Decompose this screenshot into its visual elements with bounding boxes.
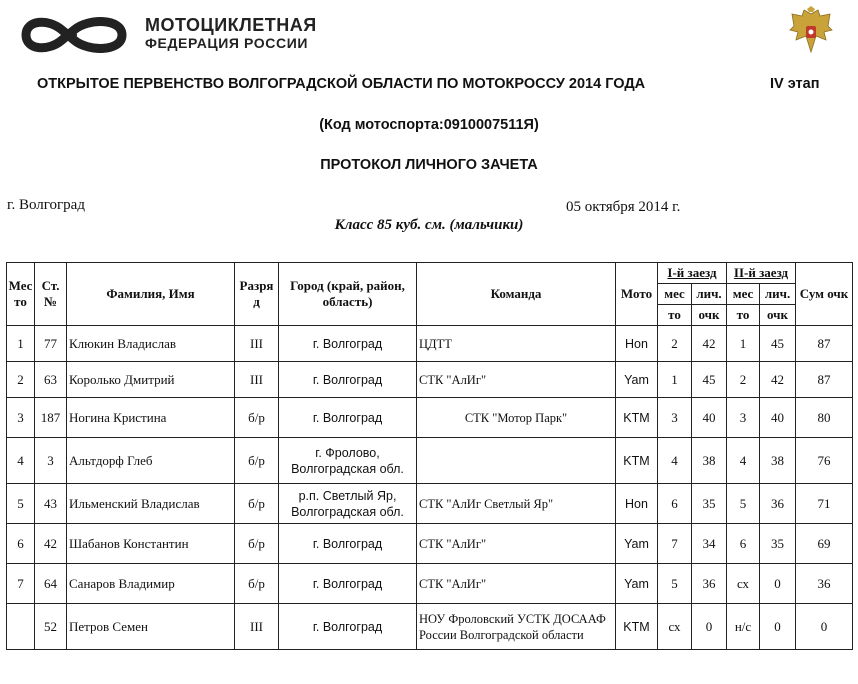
moto-cell: Hon bbox=[616, 326, 658, 362]
moto-cell: Yam bbox=[616, 362, 658, 398]
name-cell: Шабанов Константин bbox=[67, 524, 235, 564]
event-city: г. Волгоград bbox=[7, 197, 85, 213]
number-cell: 64 bbox=[35, 564, 67, 604]
header-moto: Мото bbox=[616, 263, 658, 326]
header-race-2: II-й заезд bbox=[727, 263, 796, 284]
race2-pos-cell: 5 bbox=[727, 484, 760, 524]
federation-line-2: ФЕДЕРАЦИЯ РОССИИ bbox=[145, 35, 309, 51]
name-cell: Альтдорф Глеб bbox=[67, 438, 235, 484]
place-cell: 4 bbox=[7, 438, 35, 484]
rank-cell: III bbox=[235, 326, 279, 362]
place-cell: 2 bbox=[7, 362, 35, 398]
header-city: Город (край, район, область) bbox=[279, 263, 417, 326]
team-cell: ЦДТТ bbox=[417, 326, 616, 362]
total-cell: 71 bbox=[796, 484, 853, 524]
class-heading: Класс 85 куб. см. (мальчики) bbox=[334, 217, 524, 233]
city-cell: г. Волгоград bbox=[279, 362, 417, 398]
table-row bbox=[7, 524, 853, 564]
race1-pts-cell: 38 bbox=[692, 438, 727, 484]
rank-cell: б/р bbox=[235, 484, 279, 524]
name-cell: Ногина Кристина bbox=[67, 398, 235, 438]
header-race-1: I-й заезд bbox=[658, 263, 727, 284]
race2-pos-cell: 6 bbox=[727, 524, 760, 564]
race2-pos-cell: 2 bbox=[727, 362, 760, 398]
federation-logo-icon bbox=[18, 12, 130, 58]
total-cell: 76 bbox=[796, 438, 853, 484]
russian-eagle-emblem-icon bbox=[786, 6, 836, 58]
race2-pts-cell: 0 bbox=[760, 604, 796, 650]
city-cell: г. Волгоград bbox=[279, 564, 417, 604]
total-cell: 80 bbox=[796, 398, 853, 438]
moto-cell: Yam bbox=[616, 524, 658, 564]
rank-cell: б/р bbox=[235, 438, 279, 484]
moto-cell: KTM bbox=[616, 398, 658, 438]
table-row bbox=[7, 484, 853, 524]
header-race2-pos: мес bbox=[727, 284, 760, 305]
table-row bbox=[7, 362, 853, 398]
race2-pos-cell: 4 bbox=[727, 438, 760, 484]
table-row bbox=[7, 398, 853, 438]
header-rank: Разря д bbox=[235, 263, 279, 326]
header-team: Команда bbox=[417, 263, 616, 326]
city-cell: г. Волгоград bbox=[279, 326, 417, 362]
race1-pts-cell: 40 bbox=[692, 398, 727, 438]
table-row bbox=[7, 564, 853, 604]
race1-pts-cell: 34 bbox=[692, 524, 727, 564]
moto-cell: KTM bbox=[616, 438, 658, 484]
results-table bbox=[6, 262, 853, 650]
header-sum: Сум очк bbox=[796, 263, 853, 326]
team-cell: НОУ Фроловский УСТК ДОСААФ России Волгоградской области bbox=[417, 604, 616, 650]
sport-code: (Код мотоспорта:0910007511Я) bbox=[319, 117, 539, 133]
event-date: 05 октября 2014 г. bbox=[566, 199, 681, 215]
moto-cell: Hon bbox=[616, 484, 658, 524]
race1-pos-cell: 1 bbox=[658, 362, 692, 398]
header-race1-pos: мес bbox=[658, 284, 692, 305]
race1-pts-cell: 45 bbox=[692, 362, 727, 398]
total-cell: 69 bbox=[796, 524, 853, 564]
name-cell: Санаров Владимир bbox=[67, 564, 235, 604]
header-number: Ст. № bbox=[35, 263, 67, 326]
race1-pos-cell: 7 bbox=[658, 524, 692, 564]
total-cell: 87 bbox=[796, 362, 853, 398]
race2-pts-cell: 0 bbox=[760, 564, 796, 604]
race1-pos-cell: сх bbox=[658, 604, 692, 650]
race1-pts-cell: 42 bbox=[692, 326, 727, 362]
page-title: ОТКРЫТОЕ ПЕРВЕНСТВО ВОЛГОГРАДСКОЙ ОБЛАСТИ ПО МОТОКРОССУ 2014 ГОДА bbox=[37, 76, 646, 92]
federation-name bbox=[145, 15, 317, 51]
total-cell: 36 bbox=[796, 564, 853, 604]
header-race2-pts: лич. bbox=[760, 284, 796, 305]
name-cell: Ильменский Владислав bbox=[67, 484, 235, 524]
header-name: Фамилия, Имя bbox=[67, 263, 235, 326]
stage-label: IV этап bbox=[770, 76, 820, 92]
race2-pos-cell: н/с bbox=[727, 604, 760, 650]
header-race1-pts-sub: очк bbox=[692, 305, 727, 326]
moto-cell: Yam bbox=[616, 564, 658, 604]
place-cell: 1 bbox=[7, 326, 35, 362]
race1-pos-cell: 2 bbox=[658, 326, 692, 362]
name-cell: Клюкин Владислав bbox=[67, 326, 235, 362]
rank-cell: III bbox=[235, 604, 279, 650]
team-cell: СТК "АлИг" bbox=[417, 524, 616, 564]
rank-cell: б/р bbox=[235, 564, 279, 604]
city-cell: г. Фролово, Волгоградская обл. bbox=[279, 438, 417, 484]
table-row bbox=[7, 438, 853, 484]
rank-cell: III bbox=[235, 362, 279, 398]
race2-pos-cell: сх bbox=[727, 564, 760, 604]
rank-cell: б/р bbox=[235, 524, 279, 564]
team-cell: СТК "АлИг Светлый Яр" bbox=[417, 484, 616, 524]
total-cell: 87 bbox=[796, 326, 853, 362]
race2-pts-cell: 36 bbox=[760, 484, 796, 524]
number-cell: 42 bbox=[35, 524, 67, 564]
number-cell: 63 bbox=[35, 362, 67, 398]
place-cell: 3 bbox=[7, 398, 35, 438]
team-cell: СТК "Мотор Парк" bbox=[417, 398, 616, 438]
race2-pts-cell: 42 bbox=[760, 362, 796, 398]
moto-cell: KTM bbox=[616, 604, 658, 650]
number-cell: 187 bbox=[35, 398, 67, 438]
number-cell: 52 bbox=[35, 604, 67, 650]
city-cell: г. Волгоград bbox=[279, 398, 417, 438]
protocol-heading: ПРОТОКОЛ ЛИЧНОГО ЗАЧЕТА bbox=[320, 157, 538, 173]
place-cell: 6 bbox=[7, 524, 35, 564]
table-row bbox=[7, 326, 853, 362]
race1-pts-cell: 35 bbox=[692, 484, 727, 524]
race2-pts-cell: 40 bbox=[760, 398, 796, 438]
race1-pts-cell: 0 bbox=[692, 604, 727, 650]
name-cell: Петров Семен bbox=[67, 604, 235, 650]
race1-pts-cell: 36 bbox=[692, 564, 727, 604]
race2-pts-cell: 35 bbox=[760, 524, 796, 564]
race1-pos-cell: 4 bbox=[658, 438, 692, 484]
team-cell: СТК "АлИг" bbox=[417, 564, 616, 604]
number-cell: 77 bbox=[35, 326, 67, 362]
place-cell: 7 bbox=[7, 564, 35, 604]
rank-cell: б/р bbox=[235, 398, 279, 438]
federation-line-1: МОТОЦИКЛЕТНАЯ bbox=[145, 15, 317, 35]
header-race2-pos-sub: то bbox=[727, 305, 760, 326]
name-cell: Королько Дмитрий bbox=[67, 362, 235, 398]
header-race1-pts: лич. bbox=[692, 284, 727, 305]
place-cell: 5 bbox=[7, 484, 35, 524]
header-race1-pos-sub: то bbox=[658, 305, 692, 326]
header-race2-pts-sub: очк bbox=[760, 305, 796, 326]
number-cell: 3 bbox=[35, 438, 67, 484]
number-cell: 43 bbox=[35, 484, 67, 524]
team-cell: СТК "АлИг" bbox=[417, 362, 616, 398]
total-cell: 0 bbox=[796, 604, 853, 650]
race1-pos-cell: 3 bbox=[658, 398, 692, 438]
city-cell: р.п. Светлый Яр, Волгоградская обл. bbox=[279, 484, 417, 524]
city-cell: г. Волгоград bbox=[279, 524, 417, 564]
race2-pts-cell: 38 bbox=[760, 438, 796, 484]
place-cell bbox=[7, 604, 35, 650]
race2-pos-cell: 1 bbox=[727, 326, 760, 362]
table-row bbox=[7, 604, 853, 650]
race2-pos-cell: 3 bbox=[727, 398, 760, 438]
race1-pos-cell: 6 bbox=[658, 484, 692, 524]
team-cell bbox=[417, 438, 616, 484]
city-cell: г. Волгоград bbox=[279, 604, 417, 650]
race1-pos-cell: 5 bbox=[658, 564, 692, 604]
header-place: Мес то bbox=[7, 263, 35, 326]
race2-pts-cell: 45 bbox=[760, 326, 796, 362]
